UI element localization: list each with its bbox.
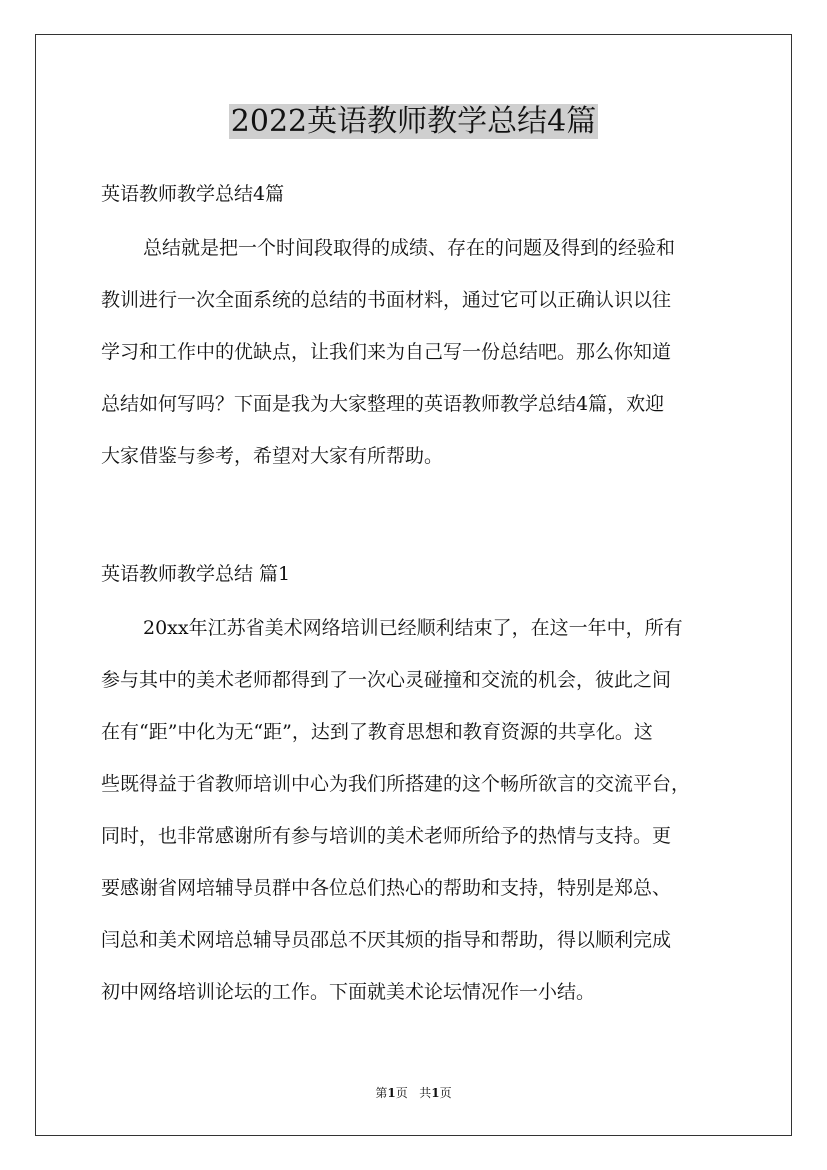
section-line: 些既得益于省教师培训中心为我们所搭建的这个畅所欲言的交流平台，	[101, 773, 691, 795]
section-line: 20xx年江苏省美术网络培训已经顺利结束了，在这一年中，所有	[143, 617, 683, 639]
section-line: 参与其中的美术老师都得到了一次心灵碰撞和交流的机会，彼此之间	[101, 669, 672, 691]
document-title	[0, 98, 827, 146]
total-pages: 共1页	[419, 1086, 452, 1100]
page-footer	[0, 1085, 827, 1101]
section-paragraph	[101, 602, 731, 1018]
section-line: 闫总和美术网培总辅导员邵总不厌其烦的指导和帮助，得以顺利完成	[101, 929, 672, 951]
intro-line: 大家借鉴与参考，希望对大家有所帮助。	[101, 445, 444, 467]
page-number: 第1页	[375, 1086, 408, 1100]
section-line: 要感谢省网培辅导员群中各位总们热心的帮助和支持，特别是郑总、	[101, 877, 672, 899]
document-title-text: 2022英语教师教学总结4篇	[230, 104, 597, 139]
section-heading: 英语教师教学总结 篇1	[101, 563, 291, 585]
section-line: 同时，也非常感谢所有参与培训的美术老师所给予的热情与支持。更	[101, 825, 672, 847]
intro-line: 学习和工作中的优缺点，让我们来为自己写一份总结吧。那么你知道	[101, 341, 672, 363]
document-subtitle: 英语教师教学总结4篇	[101, 183, 285, 205]
intro-line: 总结就是把一个时间段取得的成绩、存在的问题及得到的经验和	[143, 237, 676, 259]
section-line: 在有“距”中化为无“距”，达到了教育思想和教育资源的共享化。这	[101, 721, 653, 743]
section-line: 初中网络培训论坛的工作。下面就美术论坛情况作一小结。	[101, 981, 596, 1003]
intro-paragraph	[101, 222, 731, 482]
intro-line: 总结如何写吗？下面是我为大家整理的英语教师教学总结4篇，欢迎	[101, 393, 665, 415]
intro-line: 教训进行一次全面系统的总结的书面材料，通过它可以正确认识以往	[101, 289, 672, 311]
